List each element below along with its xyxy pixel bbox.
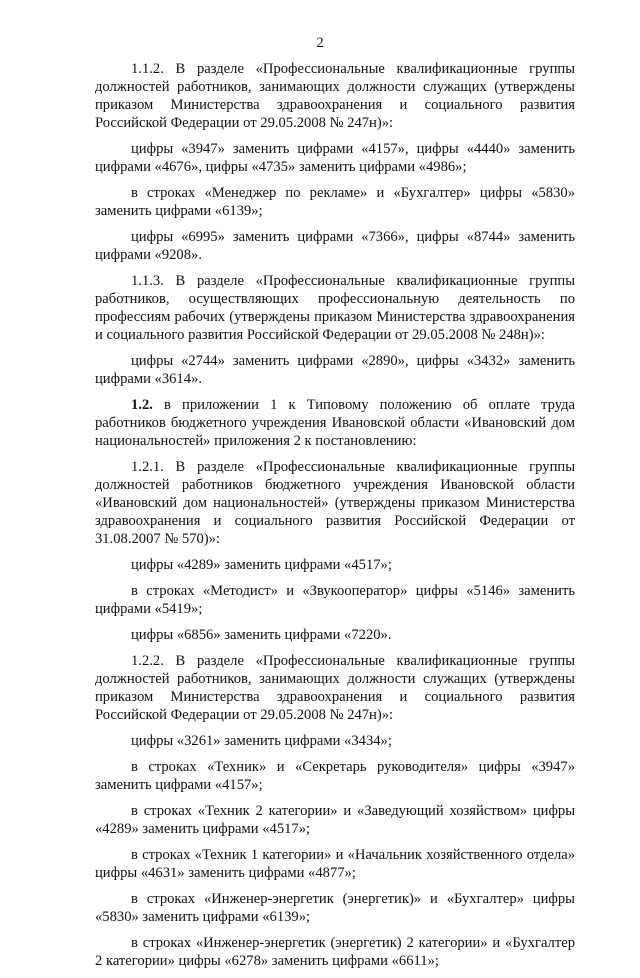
paragraph: в строках «Техник 1 категории» и «Начальник хозяйственного отдела» цифры «4631» заменить цифрами «4877»; <box>95 847 575 882</box>
paragraph: цифры «4289» заменить цифрами «4517»; <box>131 557 392 574</box>
paragraph: в строках «Техник» и «Секретарь руководителя» цифры «3947» заменить цифрами «4157»; <box>95 759 575 794</box>
document-body <box>95 60 575 978</box>
paragraph: в строках «Инженер-энергетик (энергетик) 2 категории» и «Бухгалтер 2 категории» цифры «6278» заменить цифрами «6611»; <box>95 935 575 970</box>
paragraph: цифры «3261» заменить цифрами «3434»; <box>131 733 392 750</box>
paragraph: в строках «Техник 2 категории» и «Заведующий хозяйством» цифры «4289» заменить цифрами «4517»; <box>95 803 575 838</box>
paragraph: цифры «6995» заменить цифрами «7366», цифры «8744» заменить цифрами «9208». <box>95 229 575 264</box>
paragraph: в строках «Методист» и «Звукооператор» цифры «5146» заменить цифрами «5419»; <box>95 583 575 618</box>
paragraph: в строках «Инженер-энергетик (энергетик)» и «Бухгалтер» цифры «5830» заменить цифрами «6139»; <box>95 891 575 926</box>
paragraph-1-1-2-heading: 1.1.2. В разделе «Профессиональные квалификационные группы должностей работников, занимающих должности служащих (утверждены приказом Министерства здравоохранения и социального развития Российской Федерации от 29.05.2008 № 247н)»: <box>95 61 575 132</box>
page-number: 2 <box>316 35 324 51</box>
paragraph-1-1-3-heading: 1.1.3. В разделе «Профессиональные квалификационные группы работников, осуществляющих профессиональную деятельность по профессиям рабочих (утверждены приказом Министерства здравоохранения и социального развития Российской Федерации от 29.05.2008 № 248н)»: <box>95 273 575 344</box>
paragraph: в строках «Менеджер по рекламе» и «Бухгалтер» цифры «5830» заменить цифрами «6139»; <box>95 185 575 220</box>
paragraph: цифры «2744» заменить цифрами «2890», цифры «3432» заменить цифрами «3614». <box>95 353 575 388</box>
paragraph-1-2-heading <box>95 396 575 450</box>
paragraph-1-2-1-heading: 1.2.1. В разделе «Профессиональные квалификационные группы должностей работников бюджетного учреждения Ивановской области «Ивановский дом национальностей» (утверждены приказом Министерства здравоохранения и социального развития Российской Федерации от 31.08.2007 № 570)»: <box>95 459 575 548</box>
paragraph-1-2-text: в приложении 1 к Типовому положению об оплате труда работников бюджетного учреждения Ивановской области «Ивановский дом национальностей» приложения 2 к постановлению: <box>95 397 575 450</box>
section-number-1-2: 1.2. <box>131 397 153 414</box>
paragraph: цифры «3947» заменить цифрами «4157», цифры «4440» заменить цифрами «4676», цифры «4735» заменить цифрами «4986»; <box>95 141 575 176</box>
paragraph: цифры «6856» заменить цифрами «7220». <box>131 627 392 644</box>
paragraph-1-2-2-heading: 1.2.2. В разделе «Профессиональные квалификационные группы должностей работников, занимающих должности служащих (утверждены приказом Министерства здравоохранения и социального развития Российской Федерации от 29.05.2008 № 247н)»: <box>95 653 575 724</box>
